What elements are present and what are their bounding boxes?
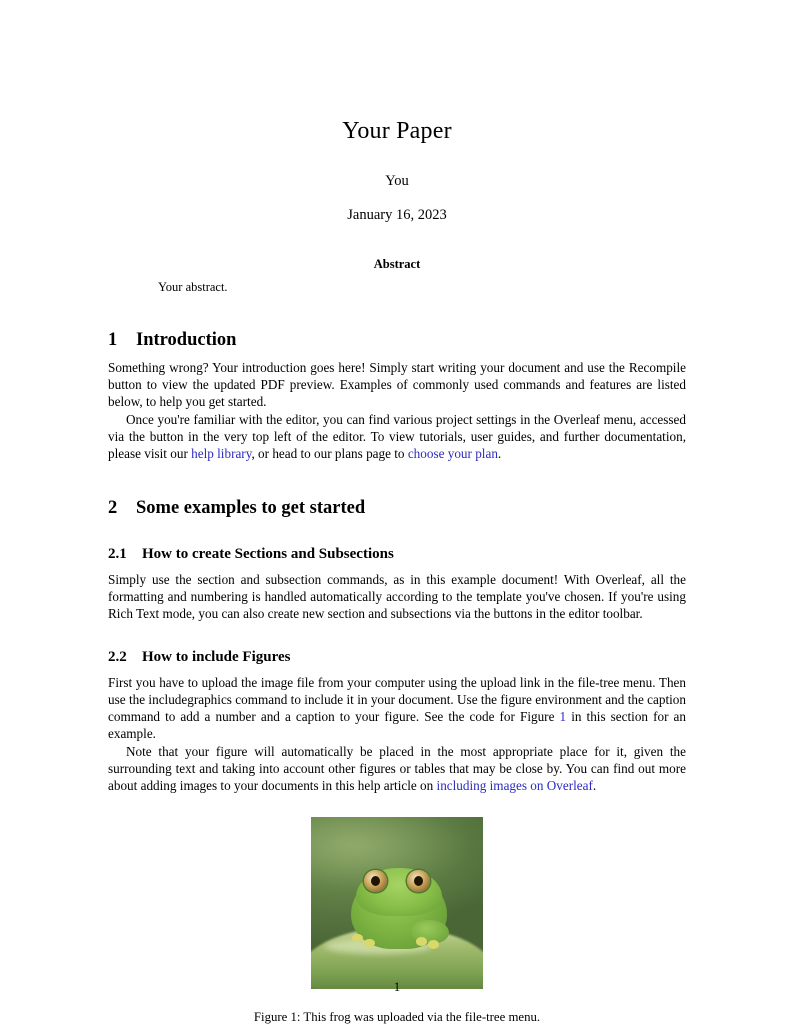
section-title: Introduction [136,330,237,350]
frog-eye-left [364,870,386,892]
figure-caption: Figure 1: This frog was uploaded via the file-tree menu. [253,1009,541,1024]
section-heading-examples [108,497,686,519]
publication-date: January 16, 2023 [347,207,447,223]
figures-paragraph-2a: Note that your figure will automatically be placed in the most appropriate place for it, given the surrounding text and taking into account other figures or tables that may be close by. You can find out more about adding images to your documents in this help article on [108,743,686,793]
abstract-heading: Abstract [373,257,421,271]
subsection-22-paragraph-1 [108,675,686,743]
page-content [108,0,686,1025]
subsection-number: 2.1 [108,545,127,562]
figures-paragraph-2b: . [592,777,597,793]
subsection-title: How to create Sections and Subsections [142,545,394,562]
section-title: Some examples to get started [136,497,366,518]
subsection-number: 2.2 [108,649,127,666]
abstract-body: Your abstract. [158,280,228,294]
section-number: 2 [108,497,118,518]
intro-paragraph-2-text: Once you're familiar with the editor, you can find various project settings in the Overleaf menu, accessed via the button in the very top left of the editor. To view tutorials, user guides, and further documentation, please visit our [108,411,686,461]
figures-paragraph-1b: in this section for an example. [108,709,687,742]
page-title: Your Paper [342,118,452,144]
page-number: 1 [393,980,401,994]
frog-image [311,817,483,989]
subsection-heading-figures [108,648,686,666]
including-images-link[interactable]: including images on Overleaf [436,777,593,793]
frog-eye-right [407,870,429,892]
intro-paragraph-1: Something wrong? Your introduction goes here! Simply start writing your document and use the Recompile button to view the updated PDF preview. Examples of commonly used commands and features are listed below, to help you get started. [108,360,686,409]
figures-paragraph-1a: First you have to upload the image file from your computer using the upload link in the file-tree menu. Then use the includegraphics command to include it in your document. Use the figure environment and the caption command to add a number and a caption to your figure. See the code for Figure [108,675,686,725]
help-library-link[interactable]: help library [191,445,252,461]
figure-reference-link[interactable]: 1 [559,709,567,725]
frog-pupil-left [371,876,380,886]
author-name: You [385,173,409,189]
frog-toe [416,937,427,946]
intro-paragraph-2 [108,412,686,463]
subsection-title: How to include Figures [142,649,291,666]
section-number: 1 [108,330,118,350]
choose-your-plan-link[interactable]: choose your plan [407,445,498,461]
intro-end-text: . [497,445,502,461]
section-heading-introduction [108,329,686,351]
subsection-heading-sections [108,545,686,563]
frog-pupil-right [414,876,423,886]
intro-mid-text: , or head to our plans page to [251,445,408,461]
subsection-21-paragraph: Simply use the section and subsection commands, as in this example document! With Overleaf, all the formatting and numbering is handled automatically according to the template you've chosen. If you're using Rich Text mode, you can also create new section and subsections via the buttons in the editor toolbar. [108,571,686,621]
subsection-22-paragraph-2 [108,744,686,795]
